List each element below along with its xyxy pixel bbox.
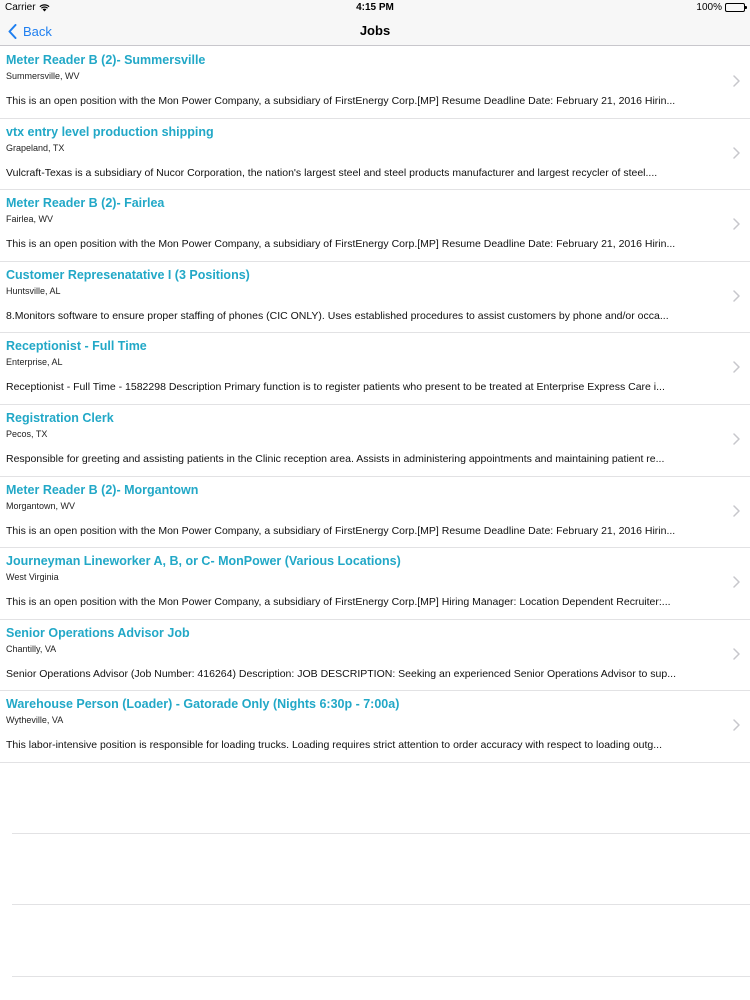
chevron-right-icon: [733, 147, 740, 159]
job-title: Meter Reader B (2)- Fairlea: [6, 196, 165, 211]
job-row[interactable]: [0, 47, 750, 119]
status-bar: [0, 0, 750, 16]
job-description: Responsible for greeting and assisting patients in the Clinic reception area. Assists in administering appointments and maintaining patient re...: [6, 452, 665, 465]
battery-indicator: [696, 2, 745, 13]
job-title: Senior Operations Advisor Job: [6, 625, 190, 640]
empty-row: [12, 905, 750, 977]
job-location: Grapeland, TX: [6, 142, 65, 153]
job-description: This is an open position with the Mon Power Company, a subsidiary of FirstEnergy Corp.[MP] Resume Deadline Date: February 21, 2016 Hirin...: [6, 238, 676, 251]
job-title: Warehouse Person (Loader) - Gatorade Only (Nights 6:30p - 7:00a): [6, 697, 400, 712]
chevron-right-icon: [733, 576, 740, 588]
job-title: Registration Clerk: [6, 410, 114, 425]
job-location: Morgantown, WV: [6, 500, 76, 511]
job-title: vtx entry level production shipping: [6, 124, 214, 139]
job-row[interactable]: [0, 548, 750, 620]
job-description: Vulcraft-Texas is a subsidiary of Nucor Corporation, the nation's largest steel and steel products manufacturer and largest recycler of steel....: [6, 166, 658, 179]
chevron-right-icon: [733, 648, 740, 660]
carrier-label: Carrier: [5, 2, 36, 13]
empty-row: [12, 834, 750, 906]
job-description: This is an open position with the Mon Power Company, a subsidiary of FirstEnergy Corp.[MP] Hiring Manager: Location Dependent Recruiter:...: [6, 596, 671, 609]
status-time: 4:15 PM: [356, 2, 394, 13]
chevron-right-icon: [733, 361, 740, 373]
job-title: Journeyman Lineworker A, B, or C- MonPower (Various Locations): [6, 554, 401, 569]
job-title: Receptionist - Full Time: [6, 339, 147, 354]
job-description: 8.Monitors software to ensure proper staffing of phones (CIC ONLY). Uses established procedures to assist customers by phone and/or occa...: [6, 309, 669, 322]
job-row[interactable]: [0, 262, 750, 334]
battery-percent: 100%: [696, 2, 722, 13]
job-description: Receptionist - Full Time - 1582298 Description Primary function is to register patients who present to be treated at Enterprise Express Care i...: [6, 381, 665, 394]
back-label: Back: [23, 23, 52, 39]
job-row[interactable]: [0, 333, 750, 405]
job-row[interactable]: [0, 119, 750, 191]
empty-list-area: [0, 762, 750, 977]
navigation-bar: [0, 16, 750, 46]
battery-icon: [725, 3, 745, 12]
job-location: Huntsville, AL: [6, 285, 61, 296]
page-title: Jobs: [359, 23, 391, 38]
job-location: Chantilly, VA: [6, 643, 57, 654]
job-title: Meter Reader B (2)- Morgantown: [6, 482, 199, 497]
job-description: This is an open position with the Mon Power Company, a subsidiary of FirstEnergy Corp.[MP] Resume Deadline Date: February 21, 2016 Hirin...: [6, 524, 676, 537]
chevron-right-icon: [733, 75, 740, 87]
job-location: Pecos, TX: [6, 428, 48, 439]
job-title: Customer Represenatative I (3 Positions): [6, 267, 250, 282]
job-row[interactable]: [0, 477, 750, 549]
job-title: Meter Reader B (2)- Summersville: [6, 53, 206, 67]
chevron-right-icon: [733, 290, 740, 302]
empty-row: [12, 762, 750, 834]
job-location: West Virginia: [6, 572, 59, 583]
job-description: Senior Operations Advisor (Job Number: 416264) Description: JOB DESCRIPTION: Seeking an experienced Senior Operations Advisor to sup...: [6, 667, 676, 680]
chevron-right-icon: [733, 218, 740, 230]
chevron-right-icon: [733, 433, 740, 445]
chevron-right-icon: [733, 505, 740, 517]
job-location: Summersville, WV: [6, 71, 80, 81]
job-row[interactable]: [0, 691, 750, 763]
chevron-right-icon: [733, 719, 740, 731]
job-row[interactable]: [0, 620, 750, 692]
job-description: This labor-intensive position is responsible for loading trucks. Loading requires strict attention to order accuracy with respect to loading outg...: [6, 739, 663, 752]
job-location: Wytheville, VA: [6, 715, 64, 726]
job-location: Enterprise, AL: [6, 357, 63, 368]
job-location: Fairlea, WV: [6, 214, 54, 225]
job-row[interactable]: [0, 405, 750, 477]
job-row[interactable]: [0, 190, 750, 262]
job-description: This is an open position with the Mon Power Company, a subsidiary of FirstEnergy Corp.[MP] Resume Deadline Date: February 21, 2016 Hirin...: [6, 95, 676, 107]
jobs-list: [0, 47, 750, 763]
